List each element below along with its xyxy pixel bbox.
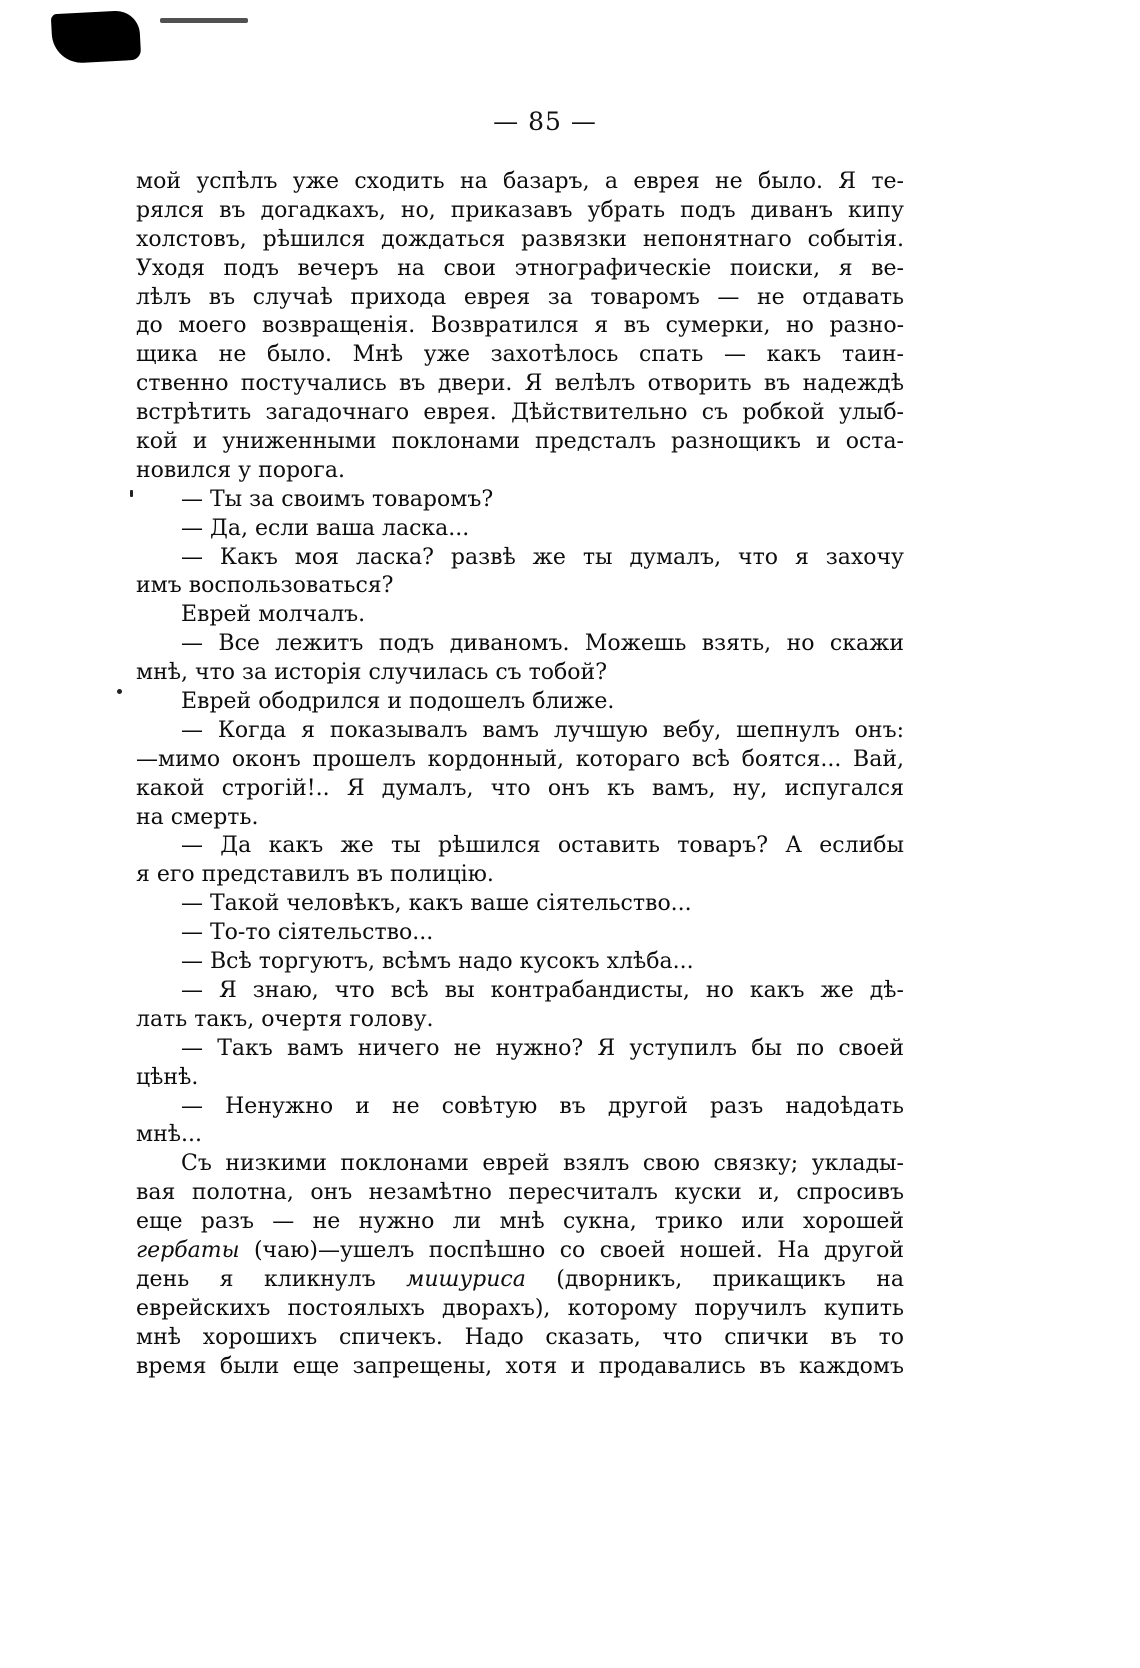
text-line: Еврей ободрился и подошелъ ближе.	[181, 689, 615, 715]
text-line: — Какъ моя ласка? развѣ же ты думалъ, что я захочу	[181, 544, 904, 570]
text-line: лать такъ, очертя голову.	[136, 1006, 434, 1032]
ink-blot	[51, 10, 141, 65]
text-line: цѣнѣ.	[136, 1064, 199, 1090]
text-line: — Когда я показывалъ вамъ лучшую вебу, шепнулъ онъ:	[181, 717, 904, 743]
text-line: я его представилъ въ полицію.	[136, 862, 494, 888]
text-line	[136, 1266, 904, 1295]
text-line: еврейскихъ постоялыхъ дворахъ), которому поручилъ купить	[136, 1295, 904, 1321]
text-line: мнѣ...	[136, 1122, 203, 1148]
italic-term: гербаты	[136, 1237, 240, 1263]
text-line: рялся въ догадкахъ, но, приказавъ убрать подъ диванъ кипу	[136, 197, 904, 223]
text-line: — То-то сіятельство...	[181, 920, 434, 946]
text-line: вая полотна, онъ незамѣтно пересчиталъ куски и, спросивъ	[136, 1180, 904, 1206]
text-line: — Всѣ торгуютъ, всѣмъ надо кусокъ хлѣба...	[181, 949, 694, 975]
text-line: — Все лежитъ подъ диваномъ. Можешь взять, но скажи	[181, 631, 904, 657]
text-line: мнѣ хорошихъ спичекъ. Надо сказать, что спички въ то	[136, 1324, 904, 1350]
italic-term: мишуриса	[406, 1266, 526, 1292]
text-line: имъ воспользоваться?	[136, 573, 394, 599]
body-text	[136, 168, 904, 1381]
text-line: до моего возвращенія. Возвратился я въ сумерки, но разно-	[136, 313, 904, 339]
text-line: —мимо оконъ прошелъ кордонный, котораго всѣ боятся... Вай,	[136, 746, 904, 772]
text-line: еще разъ — не нужно ли мнѣ сукна, трико или хорошей	[136, 1209, 904, 1235]
text-line: холстовъ, рѣшился дождаться развязки непонятнаго событія.	[136, 226, 904, 252]
text-segment: (дворникъ, прикащикъ на	[525, 1266, 904, 1292]
text-line: мой успѣлъ уже сходить на базаръ, а еврея не было. Я те-	[136, 169, 904, 194]
text-line: ственно постучались въ двери. Я велѣлъ отворить въ надеждѣ	[136, 371, 904, 397]
text-line: новился у порога.	[136, 457, 345, 483]
text-line: — Ты за своимъ товаромъ?	[181, 486, 494, 512]
text-segment: день я кликнулъ	[136, 1266, 407, 1292]
text-line: Еврей молчалъ.	[181, 602, 366, 628]
text-line	[136, 1237, 904, 1266]
text-line: — Ненужно и не совѣтую въ другой разъ надоѣдать	[181, 1093, 904, 1119]
stray-mark	[130, 490, 133, 497]
ink-smudge	[160, 18, 248, 23]
text-line: — Да какъ же ты рѣшился оставить товаръ? А еслибы	[181, 833, 904, 859]
text-line: мнѣ, что за исторія случилась съ тобой?	[136, 660, 607, 686]
text-line: какой строгій!.. Я думалъ, что онъ къ вамъ, ну, испугался	[136, 775, 904, 801]
text-line: — Да, если ваша ласка...	[181, 515, 470, 541]
text-line: лѣлъ въ случаѣ прихода еврея за товаромъ — не отдавать	[136, 284, 904, 310]
text-line: щика не было. Мнѣ уже захотѣлось спать — какъ таин-	[136, 342, 904, 368]
text-line: на смерть.	[136, 804, 259, 830]
text-line: Съ низкими поклонами еврей взялъ свою связку; уклады-	[181, 1151, 904, 1177]
text-line: — Такой человѣкъ, какъ ваше сіятельство...	[181, 891, 692, 917]
stray-dot	[117, 689, 122, 694]
text-segment: (чаю)—ушелъ поспѣшно со своей ношей. На другой	[239, 1237, 904, 1263]
text-line: — Я знаю, что всѣ вы контрабандисты, но какъ же дѣ-	[181, 977, 904, 1003]
text-line: время были еще запрещены, хотя и продавались въ каждомъ	[136, 1353, 904, 1379]
text-line: — Такъ вамъ ничего не нужно? Я уступилъ бы по своей	[181, 1035, 904, 1061]
text-line: кой и униженными поклонами предсталъ разнощикъ и оста-	[136, 429, 904, 455]
page-number: — 85 —	[493, 107, 597, 136]
text-line: Уходя подъ вечеръ на свои этнографическіе поиски, я ве-	[136, 255, 904, 281]
text-line: встрѣтить загадочнаго еврея. Дѣйствительно съ робкой улыб-	[136, 400, 904, 426]
